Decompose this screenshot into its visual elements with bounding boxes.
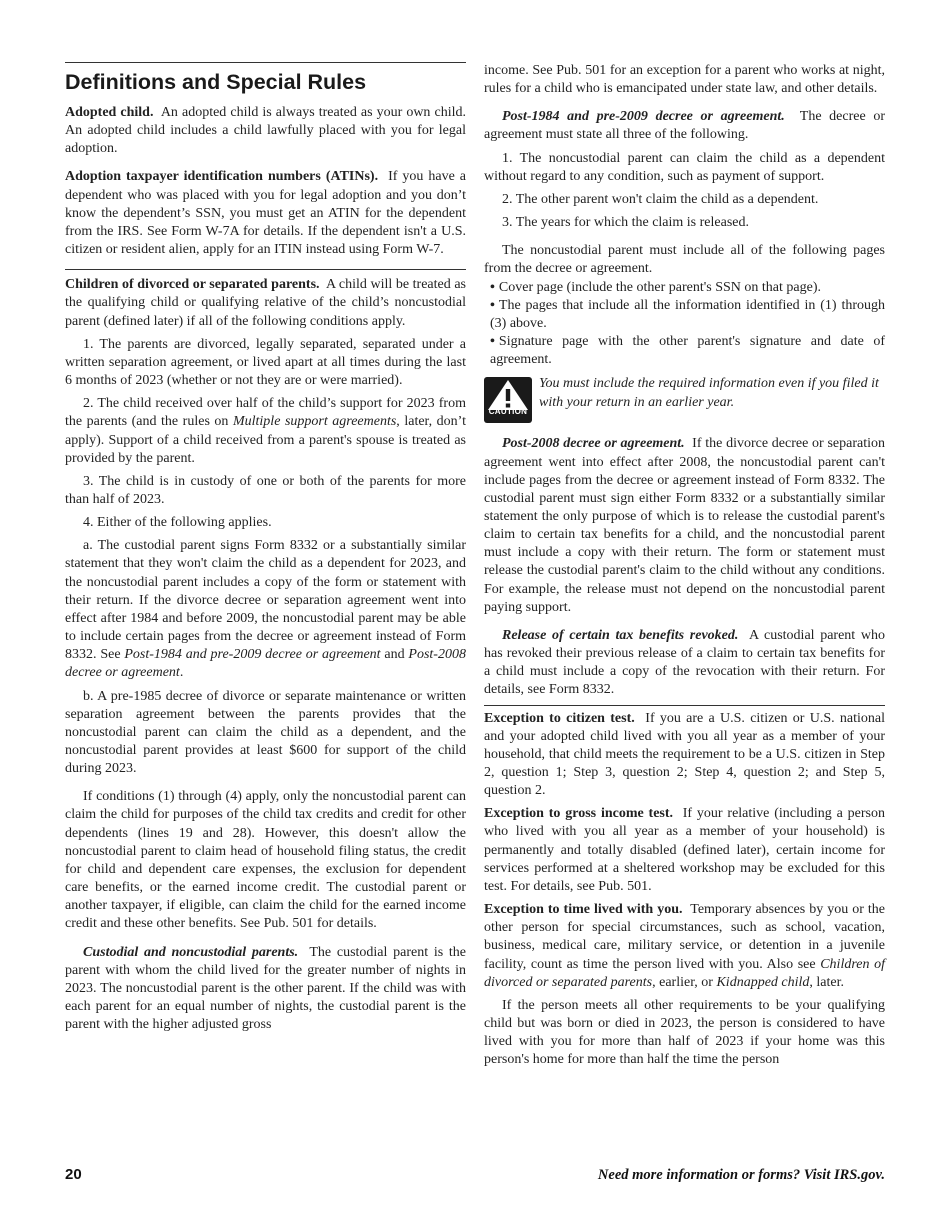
- condition-4a: a. The custodial parent signs Form 8332 or a substantially similar statement that they won't claim the child as a dependent for 2023, and the noncustodial parent includes a copy of the form or statement with their return. If the divorce decree or separation agreement went into effect after 1984 and before 2009, the noncustodial parent may be able to include certain pages from the decree or agreement instead of Form 8332. See Post-1984 and pre-2009 decree or agreement and Post-2008 decree or agreement.: [65, 538, 466, 681]
- caution-label: CAUTION: [488, 407, 528, 417]
- caution-text: You must include the required information even if you filed it with your return in an earlier year.: [539, 376, 879, 410]
- time-lived-title: Exception to time lived with you.: [484, 902, 683, 918]
- condition-2: 2. The child received over half of the child’s support for 2023 from the parents (and the rules on Multiple support agreements, later, don’t apply). Support of a child received from a parent's spouse is treated as provided by the parent.: [65, 396, 466, 466]
- caution-box: [484, 375, 885, 423]
- condition-3: 3. The child is in custody of one or both of the parents for more than half of 2023.: [65, 473, 466, 507]
- divorced-parents-paragraph: [65, 276, 466, 330]
- adopted-child-title: Adopted child.: [65, 105, 154, 120]
- divorced-parents-text: A child will be treated as the qualifying child or qualifying relative of the child’s noncustodial parent (defined later) if all of the following conditions apply.: [65, 277, 467, 329]
- caution-icon: [484, 377, 532, 423]
- release-revoked-title: Release of certain tax benefits revoked.: [502, 627, 739, 643]
- adopted-child-paragraph: [65, 104, 466, 158]
- atin-title: Adoption taxpayer identification numbers (ATINs).: [65, 169, 379, 185]
- decree-item-3: 3. The years for which the claim is released.: [502, 215, 749, 231]
- bullet-item: • Cover page (include the other parent's SSN on that page).: [490, 279, 822, 295]
- divorced-parents-title: Children of divorced or separated parents.: [65, 277, 320, 293]
- section-divider: [484, 705, 885, 706]
- post-2008-title: Post-2008 decree or agreement.: [502, 436, 685, 452]
- custodial-paragraph: [65, 944, 466, 1035]
- post-1984-ref: Post-1984 and pre-2009 decree or agreement: [124, 647, 381, 663]
- pages-intro: The noncustodial parent must include all of the following pages from the decree or agreement.: [484, 243, 885, 277]
- condition-4b: b. A pre-1985 decree of divorce or separate maintenance or written separation agreement between the parents provides that the noncustodial parent can claim the child as a dependent, and the noncustodial parent provides at least $600 for support of the child during 2023.: [65, 688, 466, 777]
- if-conditions-paragraph: If conditions (1) through (4) apply, only the noncustodial parent can claim the child for purposes of the child tax credits and credit for other dependents (lines 19 and 28). However, this doesn't allow the noncustodial parent to claim head of household filing status, the credit for child and dependent care expenses, the exclusion for dependent care benefits, or the earned income credit. The custodial parent or another taxpayer, if eligible, can claim the child for the earned income credit and these other benefits. See Pub. 501 for details.: [65, 789, 466, 932]
- page-number: 20: [65, 1166, 82, 1183]
- post-2008-ref: Post-2008 decree or agreement: [65, 647, 466, 681]
- post-2008-paragraph: [484, 435, 885, 617]
- release-revoked-paragraph: [484, 627, 885, 700]
- decree-item-2: 2. The other parent won't claim the child as a dependent.: [502, 191, 819, 207]
- post-1984-text: The decree or agreement must state all three of the following.: [484, 109, 885, 143]
- citizen-test-paragraph: [484, 710, 885, 801]
- divorced-parents-ref: Children of divorced or separated parents: [484, 956, 886, 990]
- custodial-title: Custodial and noncustodial parents.: [83, 944, 299, 960]
- kidnapped-child-ref: Kidnapped child: [716, 974, 810, 990]
- multiple-support-ref: Multiple support agreements: [232, 414, 397, 430]
- left-column: [65, 62, 466, 1039]
- gross-income-paragraph: [484, 805, 885, 896]
- post-1984-paragraph: [484, 108, 885, 144]
- condition-4: 4. Either of the following applies.: [83, 515, 272, 531]
- atin-text: If you have a dependent who was placed with you for legal adoption and you don’t know the dependent’s SSN, you must get an ATIN for the dependent from the IRS. See Form W-7A for details. If the dependent isn't a U.S. citizen or resident alien, apply for an ITIN instead using Form W-7.: [65, 169, 466, 258]
- footer-note: Need more information or forms? Visit IRS.gov.: [597, 1167, 885, 1183]
- continued-text: income. See Pub. 501 for an exception for a parent who works at night, rules for a child who is emancipated under state law, and other details.: [484, 63, 885, 97]
- release-revoked-text: A custodial parent who has revoked their previous release of a claim to certain tax benefits for a child must include a copy of the revocation with their return. For details, see Form 8332.: [484, 627, 885, 698]
- right-column: [484, 62, 885, 1075]
- decree-item-1: 1. The noncustodial parent can claim the child as a dependent without regard to any condition, such as payment of support.: [484, 150, 885, 184]
- atin-paragraph: [65, 168, 466, 259]
- adopted-child-text: An adopted child is always treated as your own child. An adopted child includes a child lawfully placed with you for legal adoption.: [65, 105, 466, 157]
- born-died-paragraph: If the person meets all other requirements to be your qualifying child but was born or died in 2023, the person is considered to have lived with you for more than half of 2023 if your home was this person's home for more than half the time the person: [484, 997, 885, 1068]
- page-heading: Definitions and Special Rules: [65, 62, 466, 96]
- bullet-item: • The pages that include all the information identified in (1) through (3) above.: [490, 297, 885, 331]
- time-lived-paragraph: Exception to time lived with you. Temporary absences by you or the other person for special circumstances, such as school, vacation, business, medical care, military service, or detention in a juvenile facility, count as time the person lived with you. Also see Children of divorced or separated parents, earlier, or Kidnapped child, later.: [484, 902, 886, 990]
- citizen-test-text: If you are a U.S. citizen or U.S. national and your adopted child lived with you all year as a member of your household, that child meets the requirement to be a U.S. citizen in Step 2, question 1; Step 3, question 2; Step 4, question 2; and Step 5, question 2.: [484, 710, 885, 799]
- post-1984-title: Post-1984 and pre-2009 decree or agreement.: [502, 109, 785, 125]
- bullet-item: • Signature page with the other parent's signature and date of agreement.: [490, 334, 885, 368]
- section-divider: [65, 269, 466, 270]
- custodial-text: The custodial parent is the parent with whom the child lived for the greater number of nights in 2023. The noncustodial parent is the other parent. If the child was with each parent for an equal number of nights, the custodial parent is the parent with the higher adjusted gross: [65, 944, 466, 1033]
- post-2008-text: If the divorce decree or separation agreement went into effect after 2008, the noncustodial parent can't include pages from the decree or agreement instead of Form 8332. The custodial parent must sign either Form 8332 or a substantially similar statement the only purpose of which is to release the custodial parent's claim to certain tax benefits for a child, and the noncustodial parent must include a copy with their return. The form or statement must release the custodial parent's claim to the child without any conditions. For example, the release must not depend on the noncustodial parent paying support.: [484, 436, 885, 615]
- condition-1: 1. The parents are divorced, legally separated, separated under a written separation agreement, or lived apart at all times during the last 6 months of 2023 (whether or not they are or were married).: [65, 336, 466, 389]
- gross-income-text: If your relative (including a person who lived with you all year as a member of your household) is permanently and totally disabled (defined later), certain income for services performed at a sheltered workshop may be excluded for this test. For details, see Pub. 501.: [484, 806, 885, 894]
- citizen-test-title: Exception to citizen test.: [484, 710, 635, 726]
- gross-income-title: Exception to gross income test.: [484, 806, 674, 822]
